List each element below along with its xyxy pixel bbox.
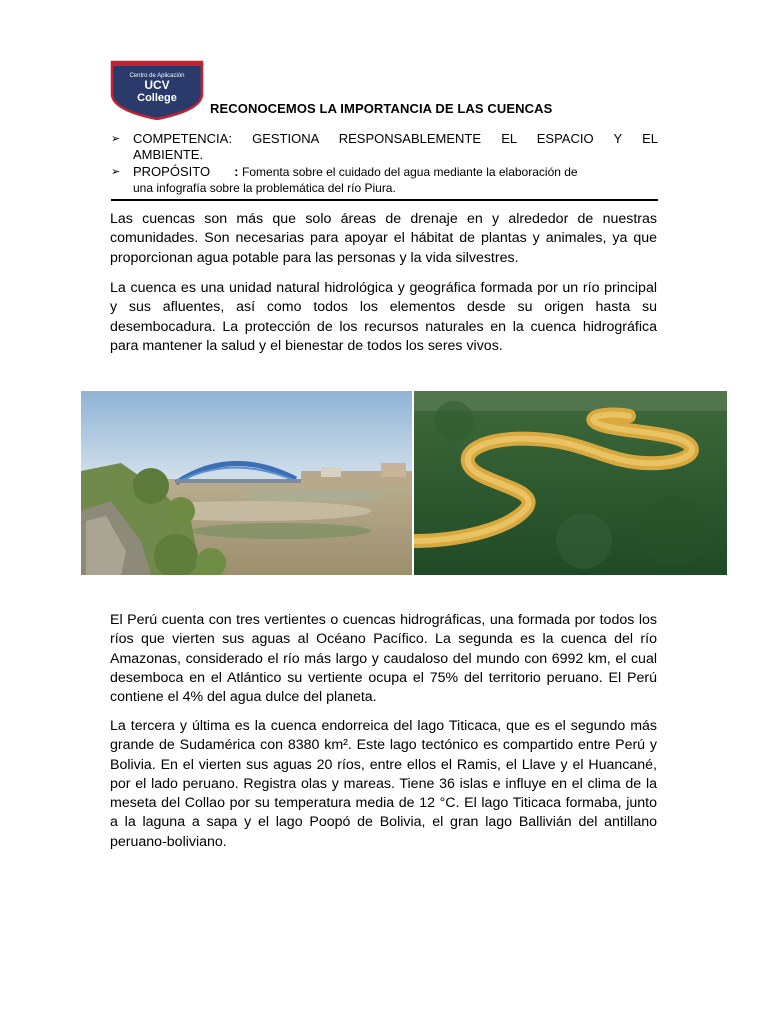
paragraph-cuencas-intro: Las cuencas son más que solo áreas de drenaje en y alrededor de nuestras comunidades. Son necesarias para apoyar el hábitat de plantas y animales, ya que proporcionan agua potable para las personas y la vida silvestres. xyxy=(110,211,657,266)
header-divider xyxy=(111,199,658,201)
competencia-line2: AMBIENTE. xyxy=(133,147,204,162)
competencia-line1: COMPETENCIA: GESTIONA RESPONSABLEMENTE EL ESPACIO Y EL xyxy=(133,131,658,146)
paragraph-cuenca-definicion: La cuenca es una unidad natural hidrológica y geográfica formada por un río principal y sus afluentes, así como todos los elementos desde su origen hasta su desembocadura. La protección de los recursos naturales en la cuenca hidrográfica para mantener la salud y el bienestar de todos los seres vivos. xyxy=(110,280,657,354)
ucv-college-logo xyxy=(110,60,204,120)
logo-top-text: Centro de Aplicación xyxy=(129,73,185,79)
proposito-colon: : xyxy=(234,164,239,179)
proposito-line1: Fomenta sobre el cuidado del agua mediante la elaboración de xyxy=(242,165,578,179)
arrowhead-bullet-icon: ➢ xyxy=(111,166,121,178)
arrowhead-bullet-icon: ➢ xyxy=(111,133,121,145)
dry-river-bridge-photo xyxy=(81,391,412,575)
paragraph-titicaca: La tercera y última es la cuenca endorreica del lago Titicaca, que es el segundo más grande de Sudamérica con 8380 km². Este lago tectónico es compartido entre Perú y Bolivia. En el vierten sus aguas 20 ríos, entre ellos el Ramis, el Llave y el Huancané, por el lado peruano. Registra olas y mareas. Tiene 36 islas e influye en el clima de la meseta del Collao por su temperatura media de 12 °C. El lago Titicaca formaba, junto a la laguna a sapa y el lago Poopó de Bolivia, el gran lago Ballivián del antillano peruano-boliviano. xyxy=(110,718,657,850)
proposito-line2: una infografía sobre la problemática del río Piura. xyxy=(133,181,396,195)
paragraph-vertientes: El Perú cuenta con tres vertientes o cuencas hidrográficas, una formada por todos los ríos que vierten sus aguas al Océano Pacífico. La segunda es la cuenca del río Amazonas, considerado el río más largo y caudaloso del mundo con 6992 km, el cual desemboca en el Atlántico su vertiente ocupa el 75% del territorio peruano. El Perú contiene el 4% del agua dulce del planeta. xyxy=(110,612,657,706)
page-title: RECONOCEMOS LA IMPORTANCIA DE LAS CUENCAS xyxy=(210,101,553,116)
logo-line2: College xyxy=(137,92,177,104)
proposito-bullet xyxy=(111,164,658,196)
proposito-label: PROPÓSITO xyxy=(133,164,211,179)
amazon-river-aerial-photo xyxy=(414,391,727,575)
competencia-bullet xyxy=(111,131,658,163)
logo-line1: UCV xyxy=(144,78,170,92)
